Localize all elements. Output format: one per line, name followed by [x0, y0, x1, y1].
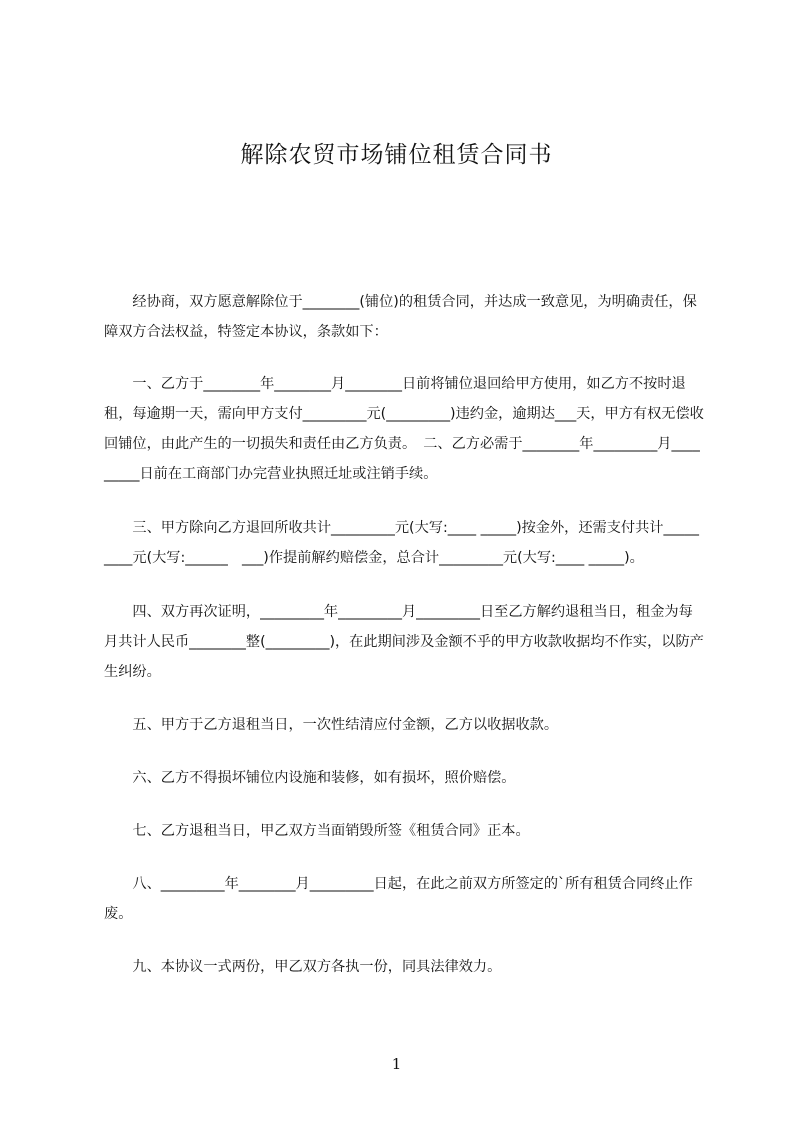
paragraph-clause-7: 七、乙方退租当日，甲乙双方当面销毁所签《租赁合同》正本。 — [104, 823, 530, 839]
document-body — [104, 287, 704, 982]
paragraph-clause-8: 八、_________年________月_________日起，在此之前双方所签定的`所有租赁合同终止作废。 — [104, 876, 693, 922]
paragraph-clause-3: 三、甲方除向乙方退回所收共计_________元(大写:____ _____)按金外，还需支付共计_________元(大写:______ ___)作提前解约赔偿金，总合计_________元(大写:____ _____)。 — [104, 520, 699, 566]
paragraph-clause-5: 五、甲方于乙方退租当日，一次性结清应付金额，乙方以收据收款。 — [104, 717, 559, 733]
page-number: 1 — [391, 1055, 402, 1073]
paragraph-intro: 经协商，双方愿意解除位于________(铺位)的租赁合同，并达成一致意见，为明确责任，保障双方合法权益，特签定本协议，条款如下： — [104, 294, 697, 340]
paragraph-clause-6: 六、乙方不得损坏铺位内设施和装修，如有损坏，照价赔偿。 — [104, 770, 516, 786]
paragraph-clause-1-2: 一、乙方于________年________月________日前将铺位退回给甲方使用，如乙方不按时退租，每逾期一天，需向甲方支付_________元(_________)违约金，逾期达___天，甲方有权无偿收回铺位，由此产生的一切损失和责任由乙方负责。 二、乙方必需于________年_________月_________日前在工商部门办完营业执照迁址或注销手续。 — [104, 376, 704, 482]
paragraph-clause-9: 九、本协议一式两份，甲乙双方各执一份，同具法律效力。 — [104, 959, 502, 975]
paragraph-clause-4: 四、双方再次证明，_________年_________月_________日至乙方解约退租当日，租金为每月共计人民币________整(_________)，在此期间涉及金额不乎的甲方收款收据均不作实，以防产生纠纷。 — [104, 604, 704, 680]
document-title: 解除农贸市场铺位租赁合同书 — [240, 142, 553, 168]
